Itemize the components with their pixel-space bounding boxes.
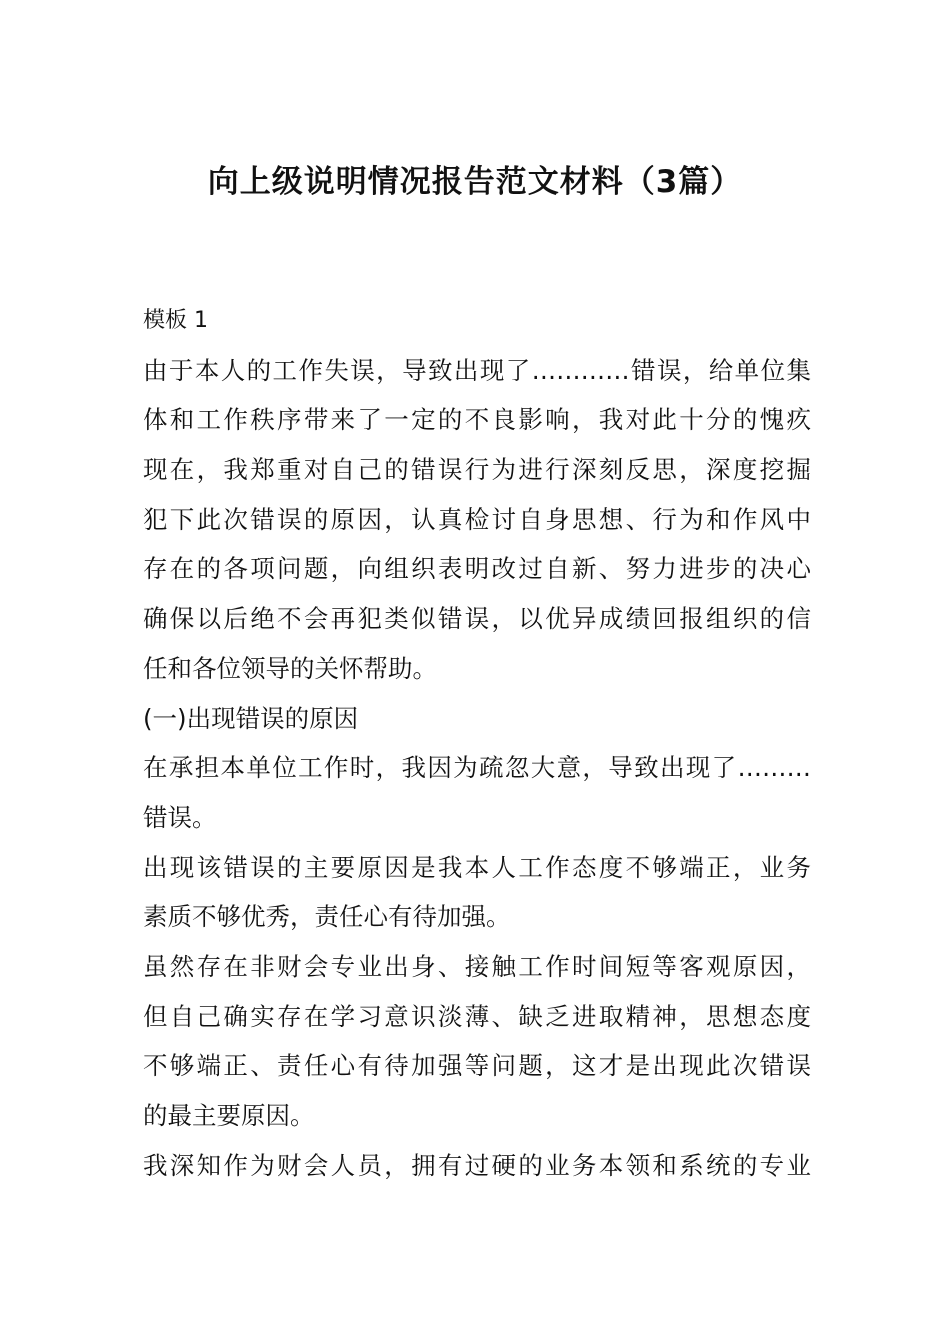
paragraph-line: 犯下此次错误的原因，认真检讨自身思想、行为和作风中: [143, 504, 811, 534]
section-label-template-1: 模板 1: [143, 308, 208, 333]
paragraph-line: 虽然存在非财会专业出身、接触工作时间短等客观原因，: [143, 951, 811, 981]
paragraph-line: 不够端正、责任心有待加强等问题，这才是出现此次错误: [143, 1051, 811, 1081]
paragraph-line: 任和各位领导的关怀帮助。: [143, 653, 437, 683]
document-body: [143, 296, 811, 1190]
paragraph-line: 我深知作为财会人员，拥有过硬的业务本领和系统的专业: [143, 1150, 811, 1180]
paragraph-line: 确保以后绝不会再犯类似错误，以优异成绩回报组织的信: [143, 604, 811, 634]
paragraph-line: 存在的各项问题，向组织表明改过自新、努力进步的决心: [143, 554, 811, 584]
paragraph-line: 在承担本单位工作时，我因为疏忽大意，导致出现了………: [143, 753, 811, 783]
paragraph-line: 错误。: [143, 802, 217, 832]
paragraph-line: 的最主要原因。: [143, 1101, 315, 1130]
paragraph-line: 素质不够优秀，责任心有待加强。: [143, 902, 511, 932]
paragraph-line: 由于本人的工作失误，导致出现了…………错误，给单位集: [143, 355, 811, 385]
paragraph-line: 但自己确实存在学习意识淡薄、缺乏进取精神，思想态度: [143, 1001, 811, 1031]
paragraph-line: 现在，我郑重对自己的错误行为进行深刻反思，深度挖掘: [143, 455, 811, 485]
section-heading: (一)出现错误的原因: [143, 703, 359, 733]
paragraph-line: 体和工作秩序带来了一定的不良影响，我对此十分的愧疚: [143, 405, 811, 435]
document-title: 向上级说明情况报告范文材料（3篇）: [207, 164, 743, 200]
paragraph-line: 出现该错误的主要原因是我本人工作态度不够端正，业务: [143, 852, 811, 882]
